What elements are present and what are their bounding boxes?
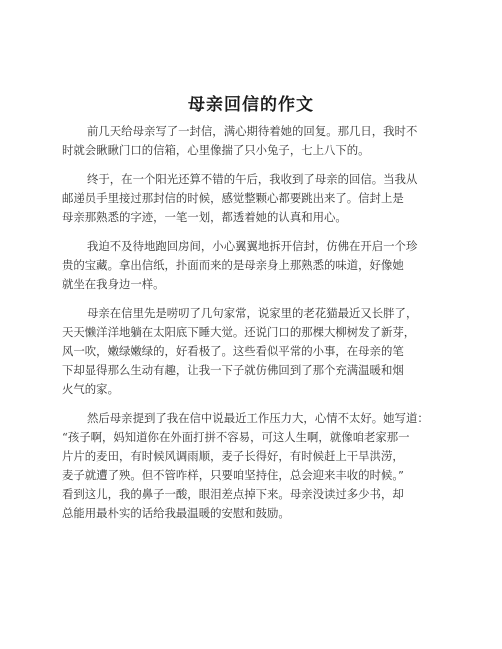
text-line: 然后母亲提到了我在信中说最近工作压力大，心情不太好。她写道： (87, 411, 429, 425)
text-line: 总能用最朴实的话给我最温暖的安慰和鼓励。 (62, 506, 290, 520)
text-line: 风一吹，嫩绿嫩绿的，好看极了。这些看似平常的小事，在母亲的笔 (62, 344, 404, 358)
text-line: “孩子啊，妈知道你在外面打拼不容易，可这人生啊，就像咱老家那一 (62, 430, 410, 444)
paragraph-2 (62, 170, 442, 227)
text-line: 就坐在我身边一样。 (62, 277, 165, 291)
text-line: 母亲在信里先是唠叨了几句家常，说家里的老花猫最近又长胖了， (87, 306, 418, 320)
text-line: 片片的麦田，有时候风调雨顺，麦子长得好，有时候赶上干旱洪涝， (62, 449, 404, 463)
text-line: 下却显得那么生动有趣，让我一下子就仿佛回到了那个充满温暖和烟 (62, 363, 404, 377)
text-line: 邮递员手里接过那封信的时候，感觉整颗心都要跳出来了。信封上是 (62, 191, 404, 205)
paragraph-1 (62, 122, 442, 160)
text-line: 我迫不及待地跑回房间，小心翼翼地拆开信封，仿佛在开启一个珍 (87, 239, 418, 253)
paragraph-5 (62, 409, 442, 523)
document-body (62, 122, 442, 533)
text-line: 母亲那熟悉的字迹，一笔一划，都透着她的认真和用心。 (62, 210, 347, 224)
paragraph-4 (62, 304, 442, 399)
text-line: 终于，在一个阳光还算不错的午后，我收到了母亲的回信。当我从 (87, 172, 418, 186)
paragraph-3 (62, 237, 442, 294)
text-line: 看到这儿，我的鼻子一酸，眼泪差点掉下来。母亲没读过多少书，却 (62, 487, 404, 501)
text-line: 天天懒洋洋地躺在太阳底下睡大觉。还说门口的那棵大柳树发了新芽， (62, 325, 416, 339)
text-line: 贵的宝藏。拿出信纸，扑面而来的是母亲身上那熟悉的味道，好像她 (62, 258, 404, 272)
text-line: 时就会瞅瞅门口的信箱，心里像揣了只小兔子，七上八下的。 (62, 143, 370, 157)
text-line: 麦子就遭了殃。但不管咋样，只要咱坚持住，总会迎来丰收的时候。” (62, 468, 404, 482)
text-line: 前几天给母亲写了一封信，满心期待着她的回复。那几日，我时不 (87, 124, 418, 138)
text-line: 火气的家。 (62, 382, 119, 396)
document-title: 母亲回信的作文 (188, 95, 314, 115)
